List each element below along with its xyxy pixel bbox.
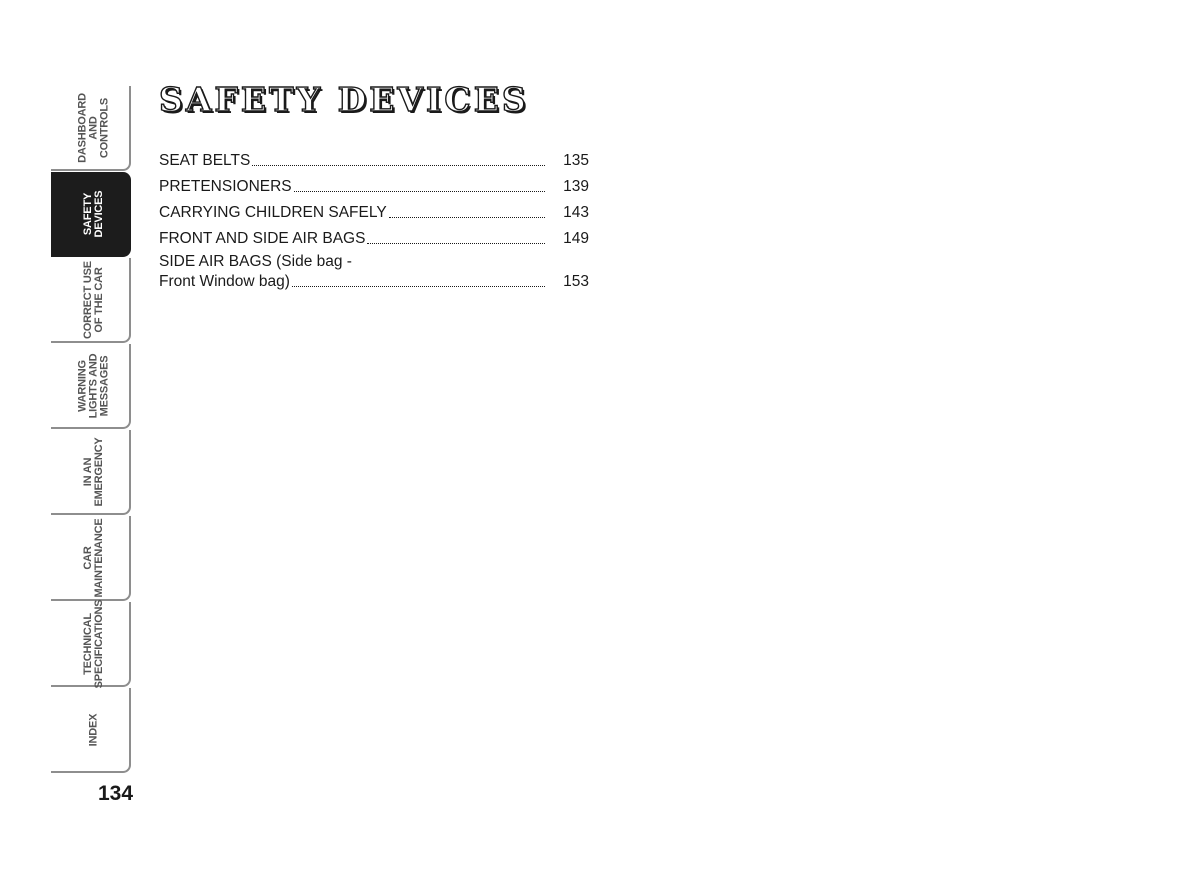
tab-safety-devices[interactable] [51,172,131,257]
toc-entry-seat-belts[interactable] [159,144,589,170]
toc-entry-text: Front Window bag) [159,273,290,290]
dot-leader [252,165,545,166]
toc-entry-pretensioners[interactable] [159,170,589,196]
tab-label: CAR MAINTENANCE [82,518,105,598]
tab-dashboard-and-controls[interactable] [51,86,131,171]
toc-entry-front-and-side-air-bags[interactable] [159,222,589,248]
toc-page-number: 143 [563,204,589,221]
tab-label: INDEX [87,713,100,747]
toc-page-number: 135 [563,152,589,169]
chapter-tabs [51,86,133,772]
toc-entry-line2 [159,271,589,291]
tab-label: DASHBOARD AND CONTROLS [76,93,111,163]
toc-page-number: 153 [563,273,589,290]
dot-leader [367,243,545,244]
toc-entry-text: FRONT AND SIDE AIR BAGS [159,230,366,247]
dot-leader [389,217,545,218]
toc-entry-carrying-children-safely[interactable] [159,196,589,222]
tab-correct-use-of-the-car[interactable] [51,258,131,343]
page-title: SAFETY DEVICES [159,80,529,119]
tab-label: WARNING LIGHTS AND MESSAGES [76,353,111,419]
tab-label: SAFETY DEVICES [82,190,105,238]
dot-leader [292,286,545,287]
tab-car-maintenance[interactable] [51,516,131,601]
toc-entry-text: CARRYING CHILDREN SAFELY [159,204,387,221]
dot-leader [294,191,545,192]
page-number: 134 [98,782,134,805]
tab-label: TECHNICAL SPECIFICATIONS [82,599,105,689]
toc-page-number: 149 [563,230,589,247]
tab-in-an-emergency[interactable] [51,430,131,515]
tab-index[interactable] [51,688,131,773]
tab-label: CORRECT USE OF THE CAR [82,261,105,339]
toc-page-number: 139 [563,178,589,195]
toc-entry-text-line1: SIDE AIR BAGS (Side bag - [159,253,352,270]
tab-warning-lights-and-messages[interactable] [51,344,131,429]
toc-entry-text: SEAT BELTS [159,152,251,169]
tab-label: IN AN EMERGENCY [82,437,105,507]
toc-entry-text: PRETENSIONERS [159,178,292,195]
table-of-contents [159,144,589,291]
toc-entry-side-air-bags[interactable] [159,252,589,291]
tab-technical-specifications[interactable] [51,599,131,689]
